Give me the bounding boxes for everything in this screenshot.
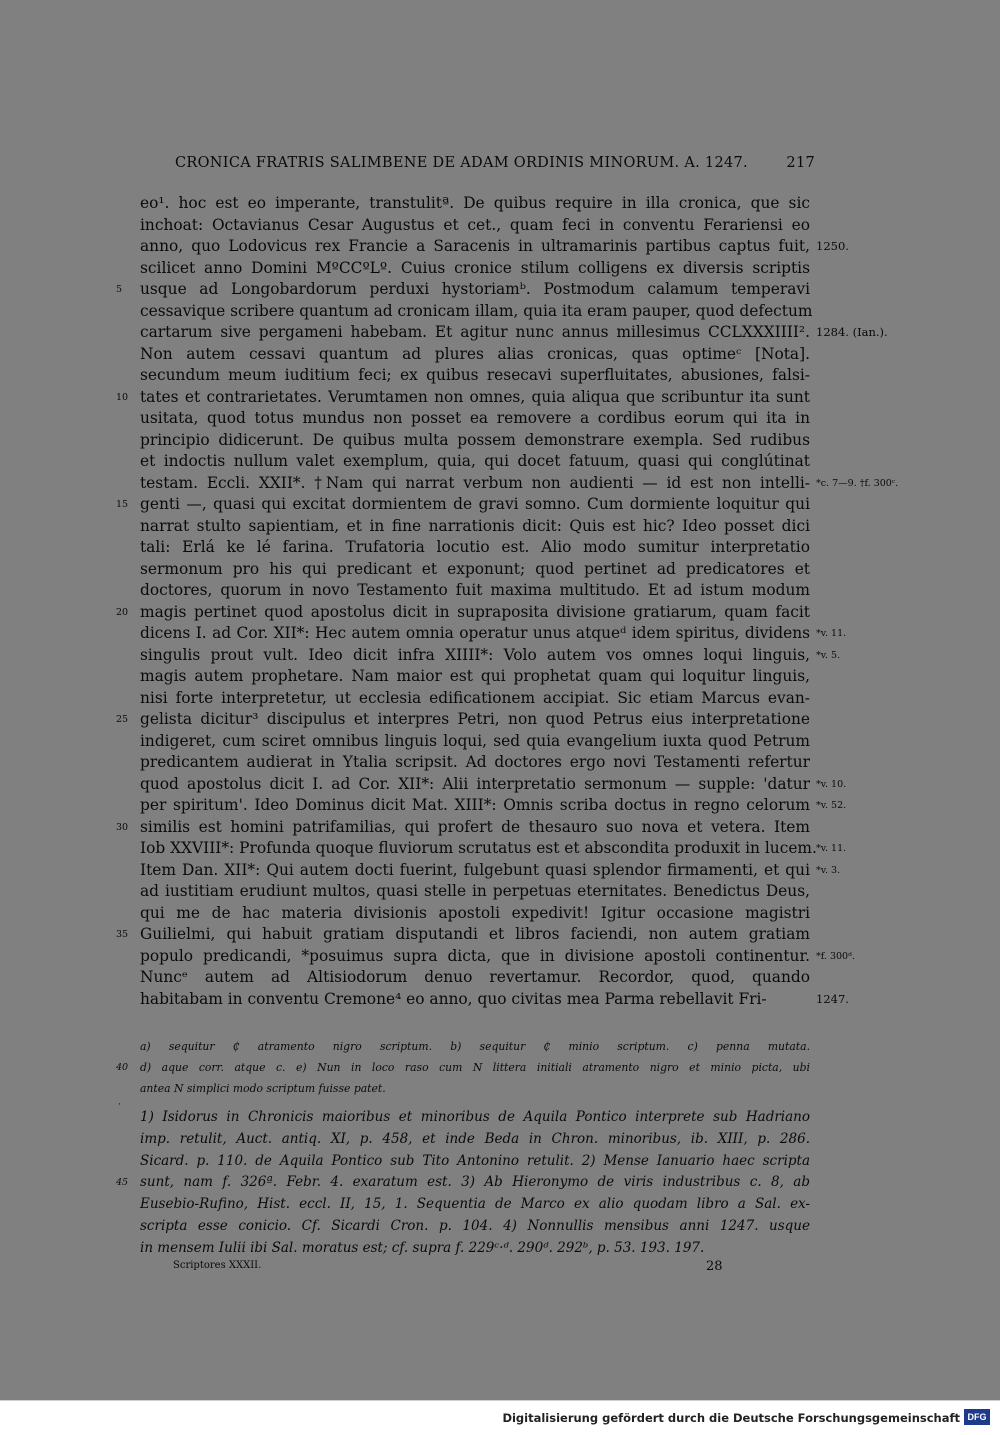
body-line	[140, 752, 810, 774]
line-number: 25	[116, 714, 129, 725]
body-line	[116, 602, 810, 624]
dfg-logo-icon[interactable]: DFG	[964, 1409, 990, 1425]
apparatus-text: a) sequitur ₵ atramento nigro scriptum. b) sequitur ₵ minio scriptum. c) penna mutata.	[140, 1040, 810, 1053]
body-line	[140, 623, 847, 645]
body-text: narrat stulto sapientiam, et in fine narrationis dicit: Quis est hic? Ideo posset dici	[140, 516, 810, 535]
body-line	[140, 645, 841, 667]
margin-note: *v. 3.	[816, 864, 841, 876]
body-text: dicens I. ad Cor. XII*: Hec autem omnia operatur unus atqueᵈ idem spiritus, dividens	[140, 624, 810, 642]
body-line	[140, 946, 855, 968]
body-line	[140, 989, 849, 1011]
body-line	[140, 215, 810, 237]
note-line	[116, 1172, 810, 1194]
body-text: cartarum sive pergameni habebam. Et agitur nunc annus millesimus CCLXXXIIII².	[140, 323, 810, 341]
body-line	[140, 516, 810, 538]
body-line	[140, 838, 847, 860]
body-text: magis pertinet quod apostolus dicit in supraposita divisione gratiarum, quam facit	[140, 602, 810, 621]
line-number: 30	[116, 821, 129, 833]
body-line	[140, 580, 810, 602]
body-line	[116, 817, 810, 839]
body-line	[140, 860, 841, 882]
line-number: 5	[116, 284, 123, 295]
note-text: in mensem Iulii ibi Sal. moratus est; cf. supra f. 229ᶜ·ᵈ. 290ᵈ. 292ᵇ, p. 53. 193. 197.	[140, 1239, 705, 1256]
note-text: imp. retulit, Auct. antiq. XI, p. 458, et inde Beda in Chron. minoribus, ib. XIII, p. 286.	[140, 1130, 810, 1147]
funding-text[interactable]: Digitalisierung gefördert durch die Deutsche Forschungsgemeinschaft	[502, 1411, 960, 1425]
body-line	[140, 408, 810, 430]
apparatus-text: d) aque corr. atque c. e) Nun in loco raso cum N littera initiali atramento nigro et minio picta, ubi	[140, 1061, 810, 1074]
body-text: Non autem cessavi quantum ad plures alias cronicas, quas optimeᶜ [Nota].	[140, 344, 810, 363]
body-text: per spiritum'. Ideo Dominus dicit Mat. XIII*: Omnis scriba doctus in regno celorum	[140, 796, 810, 814]
note-text: Eusebio-Rufino, Hist. eccl. II, 15, 1. Sequentia de Marco ex alio quodam libro a Sal. ex-	[140, 1196, 810, 1213]
margin-note: 1247.	[816, 991, 849, 1006]
body-line	[140, 365, 810, 387]
body-line	[116, 709, 810, 731]
body-line	[140, 774, 847, 796]
line-number: 20	[116, 606, 129, 618]
margin-note: *v. 52.	[816, 800, 847, 811]
body-text: singulis prout vult. Ideo dicit infra XIIII*: Volo autem vos omnes loqui linguis,	[140, 645, 810, 664]
body-text: usitata, quod totus mundus non posset ea removere a cordibus eorum qui ita in	[140, 409, 810, 427]
margin-note: *f. 300ᵈ.	[816, 950, 855, 962]
line-number: 45	[116, 1177, 129, 1189]
body-text: predicantem audierat in Ytalia scripsit. Ad doctores ergo novi Testamenti refertur	[140, 753, 810, 771]
line-number: 15	[116, 499, 129, 510]
body-text: Guilielmi, qui habuit gratiam disputandi et libros faciendi, non autem gratiam	[140, 925, 810, 943]
note-text: sunt, nam f. 326ª. Febr. 4. exaratum est. 3) Ab Hieronymo de viris industribus c. 8, ab	[140, 1174, 810, 1191]
note-line	[140, 1194, 810, 1216]
body-text: scilicet anno Domini MºCCºLº. Cuius cronice stilum colligens ex diversis scriptis	[140, 258, 810, 277]
body-line	[116, 924, 810, 946]
line-number: 35	[116, 929, 129, 940]
body-line	[140, 666, 810, 688]
body-text: et indoctis nullum valet exemplum, quia, qui docet fatuum, quasi qui conglútinat	[140, 452, 810, 470]
margin-note: *c. 7—9. †f. 300ᶜ.	[816, 477, 899, 489]
note-text: 1) Isidorus in Chronicis maioribus et minoribus de Aquila Pontico interprete sub Hadriano	[140, 1109, 810, 1125]
body-text: testam. Eccli. XXII*. †Nam qui narrat verbum non audienti — id est non intelli-	[140, 473, 810, 492]
margin-note: 1250.	[816, 239, 849, 253]
body-line	[140, 236, 849, 258]
body-text: secundum meum iuditium feci; ex quibus resecavi superfluitates, abusiones, falsi-	[140, 366, 810, 384]
body-text: sermonum pro his qui predicant et exponunt; quod pertinet ad predicatores et	[140, 559, 810, 578]
signature-number: 28	[706, 1259, 723, 1274]
body-text: tates et contrarietates. Verumtamen non omnes, quia aliqua que scribuntur ita sunt	[140, 387, 810, 406]
body-text: habitabam in conventu Cremone⁴ eo anno, quo civitas mea Parma rebellavit Fri-	[140, 989, 767, 1008]
apparatus-line	[116, 1057, 810, 1078]
running-title: CRONICA FRATRIS SALIMBENE DE ADAM ORDINIS MINORUM. A. 1247.	[175, 155, 748, 171]
body-text: nisi forte interpretetur, ut ecclesia edificationem accipiat. Sic etiam Marcus evan-	[140, 688, 810, 707]
apparatus-text: antea N simplici modo scriptum fuisse patet.	[140, 1082, 386, 1095]
funding-bar	[0, 1400, 1000, 1435]
body-text: Nuncᵉ autem ad Altisiodorum denuo revertamur. Recordor, quod, quando	[140, 968, 810, 986]
note-text: Sicard. p. 110. de Aquila Pontico sub Tito Antonino retulit. 2) Mense Ianuario haec scripta	[140, 1152, 810, 1169]
body-line	[140, 731, 810, 753]
note-line	[140, 1216, 810, 1238]
body-text: magis autem prophetare. Nam maior est qui prophetat quam qui loquitur linguis,	[140, 667, 810, 685]
series-label: Scriptores XXXII.	[173, 1260, 262, 1271]
body-line	[140, 430, 810, 452]
footnotes	[116, 1107, 810, 1260]
body-text: quod apostolus dicit I. ad Cor. XII*: Alii interpretatio sermonum — supple: 'datur	[140, 774, 810, 793]
body-line	[140, 559, 810, 581]
body-line	[140, 967, 810, 989]
body-line	[140, 688, 810, 710]
margin-note: 1284. (Ian.).	[816, 325, 888, 339]
body-line	[140, 903, 810, 925]
main-text	[116, 193, 899, 1010]
apparatus-line	[140, 1078, 810, 1099]
body-text: tali: Erlá ke lé farina. Trufatoria locutio est. Alio modo sumitur interpretatio	[140, 538, 810, 556]
body-line	[140, 344, 810, 366]
line-number: 10	[116, 391, 129, 403]
body-line	[140, 881, 810, 903]
body-line	[140, 193, 810, 215]
body-line	[116, 279, 810, 301]
body-text: gelista dicitur³ discipulus et interpres Petri, non quod Petrus eius interpretatione	[140, 710, 810, 728]
line-number: 40	[116, 1062, 129, 1073]
body-line	[140, 795, 847, 817]
note-line	[140, 1129, 810, 1151]
stray-mark: ·	[118, 1100, 121, 1110]
body-text: genti —, quasi qui excitat dormientem de gravi somno. Cum dormiente loquitur qui	[140, 495, 810, 513]
body-text: principio didicerunt. De quibus multa possem demonstrare exempla. Sed rudibus	[140, 430, 810, 449]
apparatus-line	[140, 1036, 810, 1057]
body-line	[116, 387, 810, 409]
margin-note: *v. 10.	[816, 778, 847, 790]
body-text: indigeret, cum sciret omnibus linguis loqui, sed quia evangelium iuxta quod Petrum	[140, 731, 810, 750]
note-line	[140, 1151, 810, 1173]
body-text: Iob XXVIII*: Profunda quoque fluviorum scrutatus est et abscondita produxit in lucem.	[140, 839, 817, 857]
body-line	[140, 258, 810, 280]
body-line	[140, 451, 810, 473]
body-text: anno, quo Lodovicus rex Francie a Saracenis in ultramarinis partibus captus fuit,	[140, 237, 810, 255]
body-line	[140, 301, 813, 323]
body-line	[140, 537, 810, 559]
margin-note: *v. 11.	[816, 628, 847, 639]
margin-note: *v. 11.	[816, 843, 847, 854]
body-text: populo predicandi, *posuimus supra dicta, que in divisione apostoli continentur.	[140, 946, 810, 965]
body-text: similis est homini patrifamilias, qui profert de thesauro suo nova et vetera. Item	[140, 817, 810, 836]
body-text: ad iustitiam erudiunt multos, quasi stelle in perpetuas eternitates. Benedictus Deus,	[140, 882, 810, 900]
note-line	[140, 1107, 810, 1129]
body-text: Item Dan. XII*: Qui autem docti fuerint, fulgebunt quasi splendor firmamenti, et qui	[140, 860, 810, 879]
note-text: scripta esse conicio. Cf. Sicardi Cron. p. 104. 4) Nonnullis mensibus anni 1247. usque	[140, 1217, 810, 1234]
body-line	[140, 322, 888, 344]
body-text: qui me de hac materia divisionis apostoli expedivit! Igitur occasione magistri	[140, 903, 810, 922]
page-number: 217	[786, 155, 815, 171]
body-text: cessavique scribere quantum ad cronicam illam, quia ita eram pauper, quod defectum	[140, 301, 813, 320]
margin-note: *v. 5.	[816, 649, 841, 661]
body-text: usque ad Longobardorum perduxi hystoriamᵇ. Postmodum calamum temperavi	[140, 280, 810, 298]
body-text: doctores, quorum in novo Testamento fuit maxima multitudo. Et ad istum modum	[140, 581, 810, 599]
critical-apparatus	[116, 1036, 810, 1099]
note-line	[140, 1238, 810, 1260]
body-text: inchoat: Octavianus Cesar Augustus et cet., quam feci in conventu Ferariensi eo	[140, 215, 810, 234]
body-text: eo¹. hoc est eo imperante, transtulitª. De quibus require in illa cronica, que sic	[140, 194, 810, 212]
body-line	[140, 473, 899, 495]
body-line	[116, 494, 810, 516]
